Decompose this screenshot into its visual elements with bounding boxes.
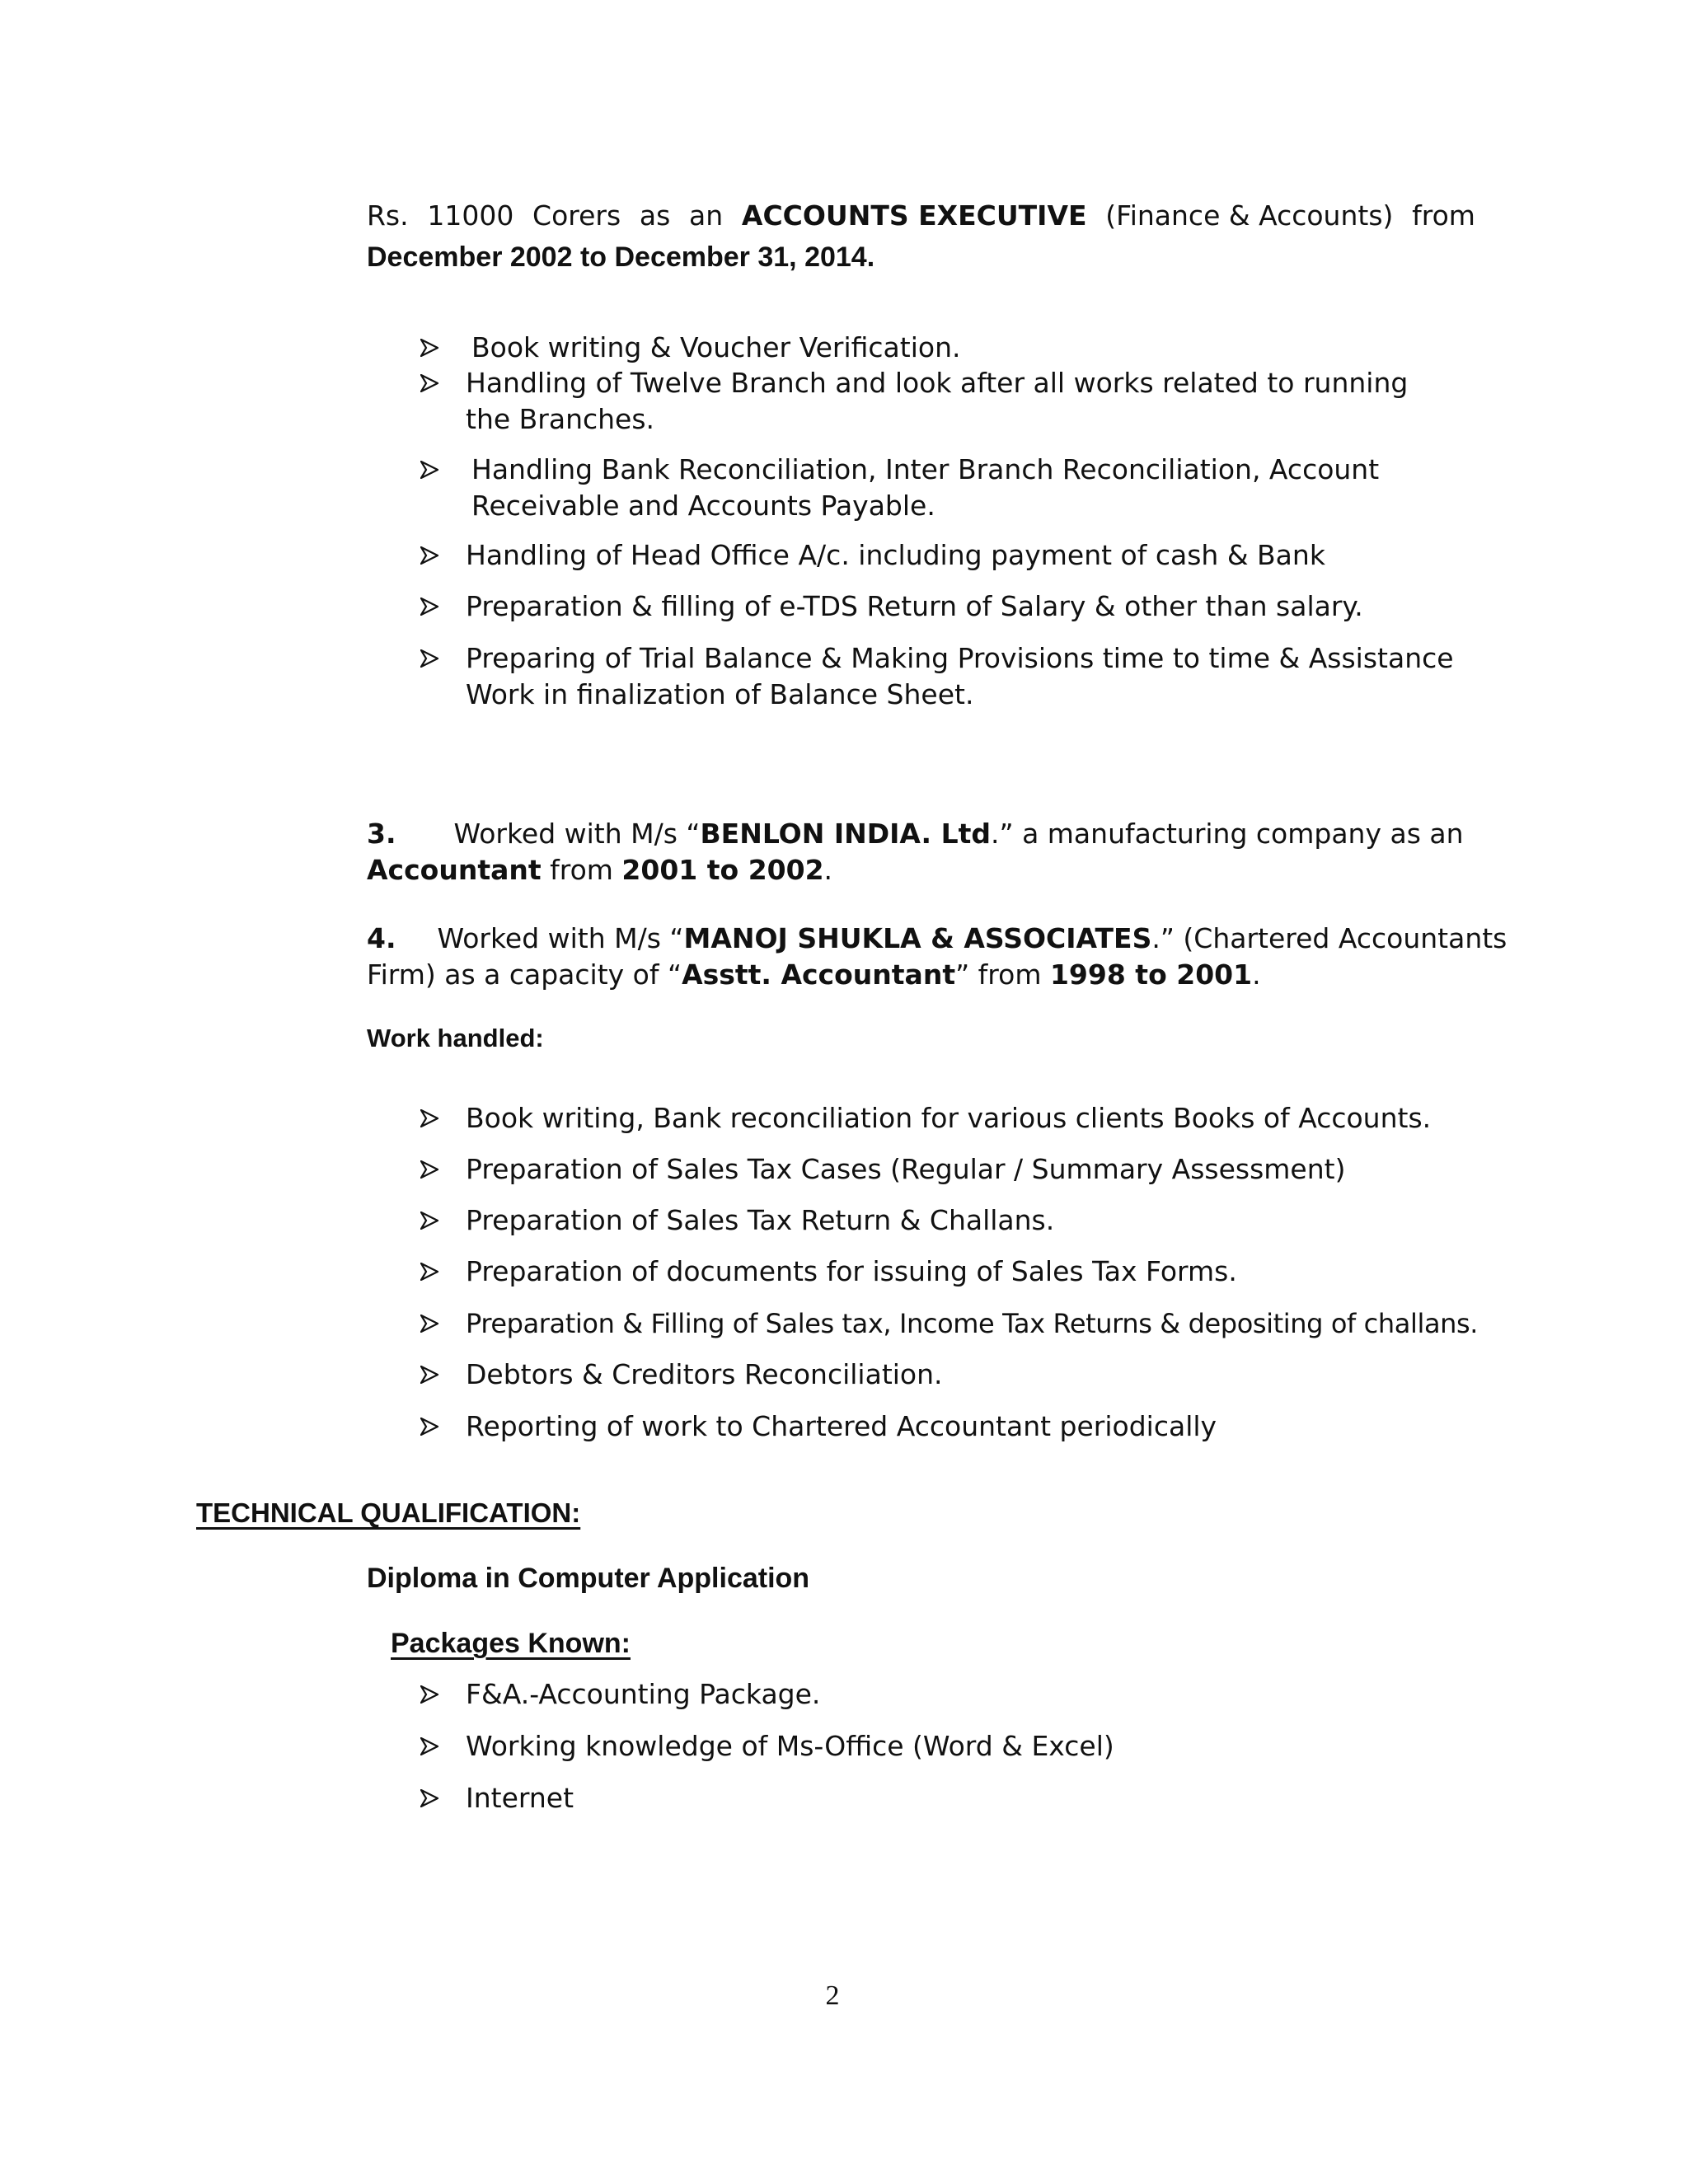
work-bullet-2 [420, 1151, 1467, 1188]
job2-amount: 11000 [427, 199, 514, 232]
job2-role: ACCOUNTS EXECUTIVE [741, 199, 1087, 232]
arrow-bullet-icon [420, 452, 453, 488]
technical-heading: TECHNICAL QUALIFICATION: [196, 1497, 581, 1528]
job2-an: an [689, 199, 724, 232]
job4-role: Asstt. Accountant [682, 958, 956, 991]
job2-bullet-5-text: Preparation & filling of e-TDS Return of Salary & other than salary. [466, 590, 1363, 622]
package-bullet-1 [420, 1676, 1467, 1713]
job2-as: as [639, 199, 671, 232]
arrow-bullet-icon [420, 1408, 453, 1445]
package-bullet-2 [420, 1728, 1467, 1765]
arrow-bullet-icon [420, 330, 453, 366]
work-bullet-6 [420, 1357, 1467, 1393]
job3-pre: Worked with M/s “ [453, 818, 701, 850]
job4-line2-mid: ” from [955, 958, 1050, 991]
arrow-bullet-icon [420, 1780, 453, 1816]
job2-bullet-1 [420, 330, 1467, 366]
work-bullet-1-text: Book writing, Bank reconciliation for various clients Books of Accounts. [466, 1102, 1432, 1134]
arrow-bullet-icon [420, 1151, 453, 1188]
job3-company: BENLON INDIA. Ltd [700, 818, 991, 850]
job3-line2 [367, 852, 832, 888]
job2-corers: Corers [532, 199, 621, 232]
job2-bullet-6 [420, 640, 1467, 713]
job4-company: MANOJ SHUKLA & ASSOCIATES [683, 922, 1152, 954]
job2-bullet-4-text: Handling of Head Office A/c. including payment of cash & Bank [466, 539, 1325, 571]
job3-mid: .” a manufacturing company as an [991, 818, 1464, 850]
arrow-bullet-icon [420, 588, 453, 625]
job2-intro-line [367, 198, 1475, 234]
job2-rs: Rs. [367, 199, 409, 232]
work-bullet-5 [420, 1305, 1479, 1342]
job2-bullet-1-text: Book writing & Voucher Verification. [471, 331, 961, 363]
work-bullet-6-text: Debtors & Creditors Reconciliation. [466, 1358, 943, 1390]
package-bullet-1-text: F&A.-Accounting Package. [466, 1678, 821, 1710]
arrow-bullet-icon [420, 1202, 453, 1239]
job2-dept: (Finance & Accounts) [1105, 199, 1394, 232]
job2-bullet-2 [420, 365, 1434, 438]
job2-from: from [1412, 199, 1475, 232]
work-bullet-7-text: Reporting of work to Chartered Accountant periodically [466, 1410, 1217, 1442]
diploma-title: Diploma in Computer Application [367, 1563, 810, 1594]
job4-number: 4. [367, 922, 396, 954]
arrow-bullet-icon [420, 365, 453, 401]
arrow-bullet-icon [420, 1254, 453, 1290]
work-bullet-4 [420, 1254, 1467, 1290]
job3-role: Accountant [367, 854, 542, 886]
job3-line1 [367, 816, 1467, 852]
arrow-bullet-icon [420, 1100, 453, 1137]
job4-mid: .” (Chartered Accountants [1151, 922, 1507, 954]
arrow-bullet-icon [420, 1305, 453, 1342]
page-number: 2 [825, 1980, 840, 2011]
job4-end: . [1252, 958, 1261, 991]
package-bullet-2-text: Working knowledge of Ms-Office (Word & Excel) [466, 1730, 1114, 1762]
work-bullet-4-text: Preparation of documents for issuing of Sales Tax Forms. [466, 1255, 1237, 1287]
packages-heading: Packages Known: [391, 1628, 631, 1659]
job3-from: from [541, 854, 622, 886]
job2-bullet-6-text: Preparing of Trial Balance & Making Provisions time to time & Assistance Work in finalization of Balance Sheet. [466, 642, 1454, 710]
work-handled-heading: Work handled: [367, 1024, 544, 1052]
job3-number: 3. [367, 818, 396, 850]
work-bullet-1 [420, 1100, 1467, 1137]
job2-bullet-3-text: Handling Bank Reconciliation, Inter Branch Reconciliation, Account Receivable and Accounts Payable. [471, 453, 1380, 522]
job4-pre: Worked with M/s “ [437, 922, 684, 954]
job4-period: 1998 to 2001 [1049, 958, 1253, 991]
arrow-bullet-icon [420, 640, 453, 677]
job2-bullet-4 [420, 537, 1467, 574]
job4-line2 [367, 957, 1261, 993]
job3-end: . [823, 854, 833, 886]
work-bullet-7 [420, 1408, 1467, 1445]
arrow-bullet-icon [420, 1728, 453, 1765]
work-bullet-2-text: Preparation of Sales Tax Cases (Regular / Summary Assessment) [466, 1153, 1346, 1185]
job4-line2-pre: Firm) as a capacity of “ [367, 958, 682, 991]
job3-period: 2001 to 2002 [621, 854, 824, 886]
job4-line1 [367, 921, 1507, 957]
job2-bullet-3 [420, 452, 1467, 524]
arrow-bullet-icon [420, 1357, 453, 1393]
arrow-bullet-icon [420, 537, 453, 574]
arrow-bullet-icon [420, 1676, 453, 1713]
package-bullet-3 [420, 1780, 1467, 1816]
work-bullet-3-text: Preparation of Sales Tax Return & Challans. [466, 1204, 1055, 1236]
work-bullet-5-text: Preparation & Filling of Sales tax, Income Tax Returns & depositing of challans. [466, 1308, 1479, 1339]
job2-bullet-2-text: Handling of Twelve Branch and look after all works related to running the Branches. [466, 367, 1409, 435]
package-bullet-3-text: Internet [466, 1782, 574, 1814]
job2-bullet-5 [420, 588, 1467, 625]
work-bullet-3 [420, 1202, 1467, 1239]
job2-period: December 2002 to December 31, 2014. [367, 241, 875, 273]
